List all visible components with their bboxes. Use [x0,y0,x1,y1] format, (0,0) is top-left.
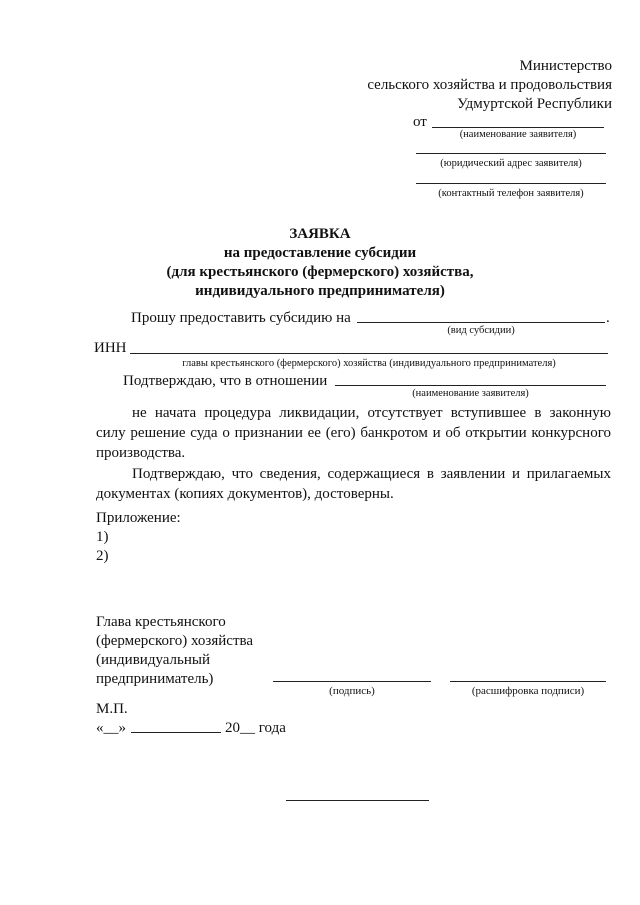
caption-signature: (подпись) [329,685,375,697]
phone-field[interactable] [416,183,606,184]
signer-line-4: предприниматель) [96,671,214,687]
paragraph-confirmation: Подтверждаю, что сведения, содержащиеся в заявлении и прилагаемых документах (копиях документов), достоверны. [96,466,611,502]
caption-applicant-name-2: (наименование заявителя) [412,388,529,399]
attachment-item-1: 1) [96,529,109,545]
caption-subsidy-type: (вид субсидии) [447,325,515,336]
signature-decoding-field[interactable] [450,681,606,682]
caption-phone: (контактный телефон заявителя) [438,188,584,199]
applicant-name-field[interactable] [432,127,604,128]
addressee-line-2: сельского хозяйства и продовольствия [367,77,612,93]
applicant-name-field-2[interactable] [335,385,606,386]
inn-field[interactable] [130,353,608,354]
document-title: ЗАЯВКА [289,226,351,242]
title-line-4: индивидуального предпринимателя) [195,283,445,299]
addressee-line-1: Министерство [519,58,612,74]
bottom-divider [286,800,429,801]
stamp-label: М.П. [96,701,128,717]
confirm-text: Подтверждаю, что в отношении [123,373,328,389]
addressee-line-3: Удмуртской Республики [457,96,612,112]
caption-decoding: (расшифровка подписи) [471,685,585,697]
from-label: от [413,114,427,130]
date-day: «__» [96,720,126,736]
title-line-2: на предоставление субсидии [223,245,417,261]
attachments-label: Приложение: [96,510,181,526]
subsidy-type-field[interactable] [357,322,605,323]
signer-line-3: (индивидуальный [96,652,211,668]
request-end: . [606,310,610,326]
signature-field[interactable] [273,681,431,682]
inn-label: ИНН [94,340,127,356]
attachment-item-2: 2) [96,548,109,564]
date-year: 20__ года [225,720,286,736]
caption-applicant-name: (наименование заявителя) [459,129,577,140]
title-line-3: (для крестьянского (фермерского) хозяйства, [166,264,474,280]
signer-line-1: Глава крестьянского [96,614,226,630]
paragraph-liquidation: не начата процедура ликвидации, отсутствует вступившее в законную силу решение суда о признании ее (его) банкротом и об открытии конкурсного производства. [96,405,611,461]
request-text: Прошу предоставить субсидию на [131,310,351,326]
caption-head: главы крестьянского (фермерского) хозяйства (индивидуального предпринимателя) [182,358,556,369]
date-month-field[interactable] [131,732,221,733]
signer-line-2: (фермерского) хозяйства [96,633,254,649]
caption-legal-address: (юридический адрес заявителя) [440,158,582,169]
legal-address-field[interactable] [416,153,606,154]
